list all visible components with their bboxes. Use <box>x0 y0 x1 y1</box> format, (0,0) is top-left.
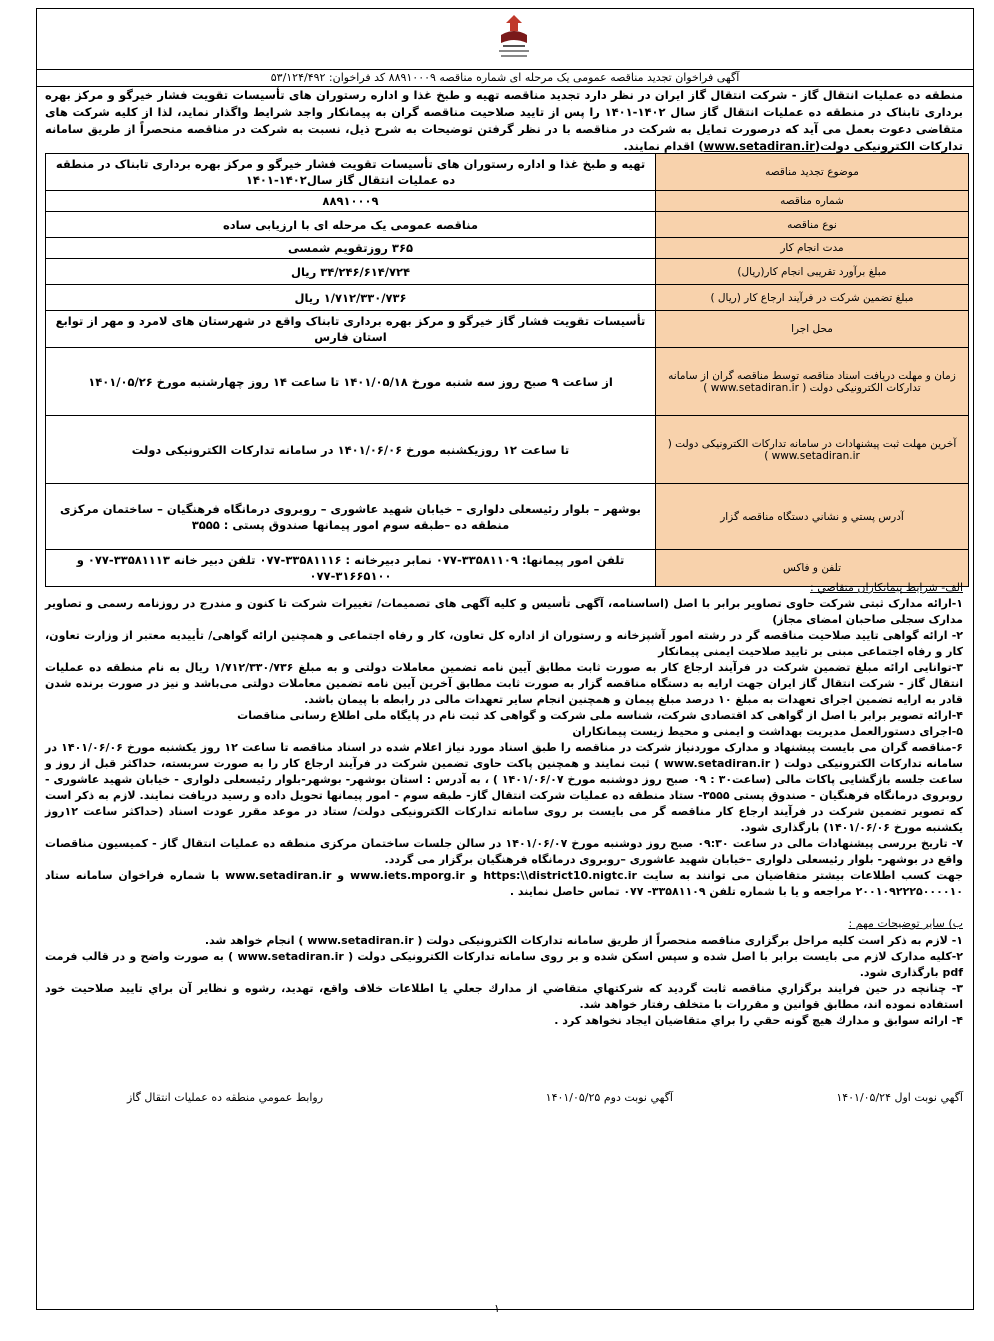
info-row-value: از ساعت ۹ صبح روز سه شنبه مورخ ۱۴۰۱/۰۵/۱۸ تا ساعت ۱۴ روز چهارشنبه مورخ ۱۴۰۱/۰۵/۲۶ <box>46 348 656 416</box>
section-item: جهت کسب اطلاعات بیشتر متقاضیان می توانند به سایت https:\\district10.nigtc.ir و www.iets.mporg.ir و www.setadiran.ir با شماره فراخوان سامانه ستاد ۲۰۰۱۰۹۲۲۲۵۰۰۰۰۱۰ مراجعه و یا با شماره تلفن ۳۳۵۸۱۱۰۹- ۰۷۷ تماس حاصل نمایند . <box>45 869 964 898</box>
info-row-label: مبلغ تضمین شرکت در فرآیند ارجاع کار (ریال ) <box>656 285 969 311</box>
info-row-label: مبلغ برآورد تقریبی انجام کار(ریال) <box>656 259 969 285</box>
setadiran-link[interactable]: www.setadiran.ir <box>703 139 815 153</box>
info-row-label: زمان و مهلت دریافت اسناد مناقصه توسط مناقصه گران از سامانه تدارکات الکترونیکی دولت ( www.setadiran.ir ) <box>656 348 969 416</box>
info-row-value: تهیه و طبخ غذا و اداره رستوران های تأسیسات تقویت فشار خیرگو و مرکز بهره برداری تابناک در منطقه ده عملیات انتقال گاز سال۱۴۰۲-۱۴۰۱ <box>46 154 656 191</box>
info-row-label: مدت انجام کار <box>656 238 969 259</box>
section-b-title: ب) ساير توضيحات مهم : <box>848 917 963 930</box>
info-row <box>46 212 969 238</box>
info-row <box>46 154 969 191</box>
intro-paragraph <box>45 87 963 155</box>
section-item: ۱- لازم به ذکر است کلیه مراحل برگزاری مناقصه منحصراً از طریق سامانه تدارکات الکترونیکی دولت ( www.setadiran.ir ) انجام خواهد شد. <box>204 934 963 947</box>
section-item: ۳-توانایی ارائه مبلغ تضمین شرکت در فرآیند ارجاع کار به صورت ثابت مطابق آیین نامه تضمین معاملات دولتی و به مبلغ ۱/۷۱۲/۳۳۰/۷۳۶ ریال به نام منطقه ده عملیات انتقال گاز - شرکت انتقال گاز ایران جهت ارایه به دستگاه مناقصه گزار به صورت ثابت مطابق آخرین آیین نامه تضمین معاملات دولتی می‌باشد و نیز در صورت برنده شدن قادر به ارایه تضمین اجرای تعهدات به مبلغ ۱۰ درصد مبلغ پیمان و همچنین انجام سایر تعهدات مالی در رابطه با پیمان باشد. <box>45 661 963 706</box>
section-item: ۲- ارائه گواهی تایید صلاحیت مناقصه گر در رشته امور آشپزخانه و رستوران از اداره کل تعاون، کار و رفاه اجتماعی و همچنین ارائه گواهی/ تأییدیه معتبر از وزارت تعاون، کار و رفاه اجتماعی مبنی بر تایید صلاحیت ایمنی پیمانکار <box>45 629 963 658</box>
section-a-title: الف- شرايط پيمانكاران متقاضي : <box>810 581 963 594</box>
info-row-label: نوع مناقصه <box>656 212 969 238</box>
section-item: ۳- چنانچه در حين فرايند برگزاري مناقصه ثابت گرديد كه شركتهاي متقاضي از مدارك جعلي يا اطلاعات خلاف واقع، تهديد، رشوه و نظاير آن براي تاييد صلاحيت خود استفاده نموده اند، مطابق قوانين و مقررات با متخلف رفتار خواهد شد. <box>45 982 963 1011</box>
tender-notice-page <box>36 8 974 1310</box>
info-row-label: موضوع تجدید مناقصه <box>656 154 969 191</box>
section-item: ۲-کلیه مدارک لازم می بایست برابر با اصل شده و سپس اسکن شده و بر روی سامانه تدارکات الکترونیکی دولت ( www.setadiran.ir ) به صورت واضح و در قالب فرمت pdf بارگذاری شود. <box>45 950 964 979</box>
section-item: ۱-ارائه مدارک ثبتی شرکت حاوی تصاویر برابر با اصل (اساسنامه، آگهی تأسیس و کلیه آگهی های تصمیمات/ تغییرات شرکت تا کنون و مندرج در روزنامه رسمی و تصاویر مدارک سجلی صاحبان امضای مجاز) <box>45 597 963 626</box>
info-row <box>46 311 969 348</box>
info-row <box>46 348 969 416</box>
info-row-label: شماره مناقصه <box>656 191 969 212</box>
section-item: ۵-اجرای دستورالعمل مدیریت بهداشت و ایمنی و محیط زیست پیمانکاران <box>572 725 963 738</box>
nigc-logo-icon <box>491 13 537 65</box>
section-item: ۷- تاریخ بررسی پیشنهادات مالی در ساعت ۰۹:۳۰ صبح روز دوشنبه مورخ ۱۴۰۱/۰۶/۰۷ در سالن جلسات ساختمان مرکزی منطقه ده عملیات انتقال گاز - کمیسیون مناقصات واقع در بوشهر- بلوار رئیسعلی دلواری –خیابان شهید عاشوری –روبروی درمانگاه فرهنگیان برگزار می گردد. <box>45 837 963 866</box>
info-row-label: تلفن و فاكس <box>656 550 969 587</box>
intro-text: منطقه ده عملیات انتقال گاز - شرکت انتقال گاز ایران در نظر دارد تجدید مناقصه تهیه و طبخ غذا و اداره رستوران های تأسیسات تقویت فشار خیرگو و مرکز بهره برداری تابناک در منطقه ده عملیات انتقال گاز سال ۱۴۰۲-۱۴۰۱ را پس از تایید صلاحیت مناقصه گران به پیمانکار واجد شرایط واگذار نماید، لذا از کلیه شرکت های متقاضی دعوت بعمل می آید که درصورت تمایل به شرکت در مناقصه با در نظر گرفتن توضیحات به شرح ذیل، نسبت به شرکت در مناقصه منحصراً از طریق سامانه تدارکات الکترونیکی دولت( <box>45 88 963 153</box>
section-item: ۴-ارائه تصویر برابر با اصل از گواهی کد اقتصادی شرکت، شناسه ملی شرکت و گواهی کد ثبت نام در پایگاه ملی اطلاع رسانی مناقصات <box>237 709 963 722</box>
info-row-label: محل اجرا <box>656 311 969 348</box>
notice-header: آگهی فراخوان تجدید مناقصه عمومی یک مرحله ای شماره مناقصه ۸۸۹۱۰۰۰۹ کد فراخوان: ۵۳/۱۲۴/۴۹۲ <box>37 69 973 87</box>
info-row <box>46 259 969 285</box>
footer-second-notice: آگهي نوبت دوم ۱۴۰۱/۰۵/۲۵ <box>545 1091 673 1104</box>
section-a-body <box>45 596 963 900</box>
info-row-label: آخرین مهلت ثبت پیشنهادات در سامانه تدارکات الکترونیکی دولت ( www.setadiran.ir ) <box>656 416 969 484</box>
info-row-value: مناقصه عمومی یک مرحله ای با ارزیابی ساده <box>46 212 656 238</box>
footer-office: روابط عمومي منطقه ده عمليات انتقال گاز <box>127 1091 324 1104</box>
info-row <box>46 416 969 484</box>
footer-first-notice: آگهي نوبت اول ۱۴۰۱/۰۵/۲۴ <box>836 1091 963 1104</box>
intro-tail: ) اقدام نمایند. <box>623 139 704 153</box>
page-number: ۱ <box>494 1302 500 1315</box>
info-row-value: ۳۴/۲۴۶/۶۱۴/۷۲۴ ریال <box>46 259 656 285</box>
info-row <box>46 191 969 212</box>
info-row <box>46 484 969 550</box>
info-row-value: ۸۸۹۱۰۰۰۹ <box>46 191 656 212</box>
info-row <box>46 238 969 259</box>
info-row-value: ۳۶۵ روزتقویم شمسی <box>46 238 656 259</box>
info-row-value: تا ساعت ۱۲ روزیکشنبه مورخ ۱۴۰۱/۰۶/۰۶ در سامانه تدارکات الکترونیکی دولت <box>46 416 656 484</box>
info-row-value: بوشهر – بلوار رئیسعلی دلواری – خیابان شهید عاشوری – روبروی درمانگاه فرهنگیان – ساختمان مرکزی منطقه ده –طبقه سوم امور پیمانها صندوق پستی : ۳۵۵۵ <box>46 484 656 550</box>
info-row-label: آدرس پستي و نشاني دستگاه مناقصه گزار <box>656 484 969 550</box>
info-row-value: ۱/۷۱۲/۳۳۰/۷۳۶ ریال <box>46 285 656 311</box>
section-item: ۴- ارائه سوابق و مدارك هيچ گونه حقي را براي متقاضيان ايجاد نخواهد كرد . <box>554 1014 963 1027</box>
info-row-value: تأسیسات تقویت فشار گاز خیرگو و مرکز بهره برداری تابناک واقع در شهرستان های لامرد و مهر از توابع استان فارس <box>46 311 656 348</box>
info-row-value: تلفن امور پیمانها: ۳۳۵۸۱۱۰۹-۰۷۷ نمابر دبیرخانه : ۳۳۵۸۱۱۱۶-۰۷۷ تلفن دبیر خانه ۳۳۵۸۱۱۱۳-۰۷۷ و ۳۱۶۶۵۱۰۰-۰۷۷ <box>46 550 656 587</box>
section-b-body <box>45 933 963 1029</box>
tender-info-table <box>45 153 969 587</box>
info-row <box>46 285 969 311</box>
section-item: ۶-مناقصه گران می بایست پیشنهاد و مدارک موردنیاز شرکت در مناقصه را طبق اسناد مورد نیاز اعلام شده در اسناد مناقصه تا ساعت ۱۲ روز یکشنبه مورخ ۱۴۰۱/۰۶/۰۶ در سامانه تدارکات الکترونیکی دولت ( www.setadiran.ir ) ثبت نمایند و همچنین پاکت حاوی تضمین شرکت در فرآیند ارجاع کار را به صورت سربسته، حداکثر قبل از روز و ساعت جلسه بازگشایی پاکات مالی (ساعت۳۰ : ۰۹ صبح روز دوشنبه مورخ ۱۴۰۱/۰۶/۰۷ ) ، به آدرس : استان بوشهر- بوشهر-بلوار رئیسعلی دلواری - خیابان شهید عاشوری - روبروی درمانگاه فرهنگیان - صندوق پستی ۳۵۵۵- ستاد منطقه ده عملیات شرکت انتقال گاز- طبقه سوم - امور پیمانها تحویل داده و رسید دریافت نمایند. لازم به ذکر است که تصویر تضمین شرکت در فرآیند ارجاع کار مناقصه گر می بایست بر روی سامانه تدارکات الکترونیکی دولت/ ستاد در موعد مقرر عودت اسناد (حداکثر ساعت ۱۲روز یکشنبه مورخ ۱۴۰۱/۰۶/۰۶) بارگذاری شود. <box>45 741 963 834</box>
